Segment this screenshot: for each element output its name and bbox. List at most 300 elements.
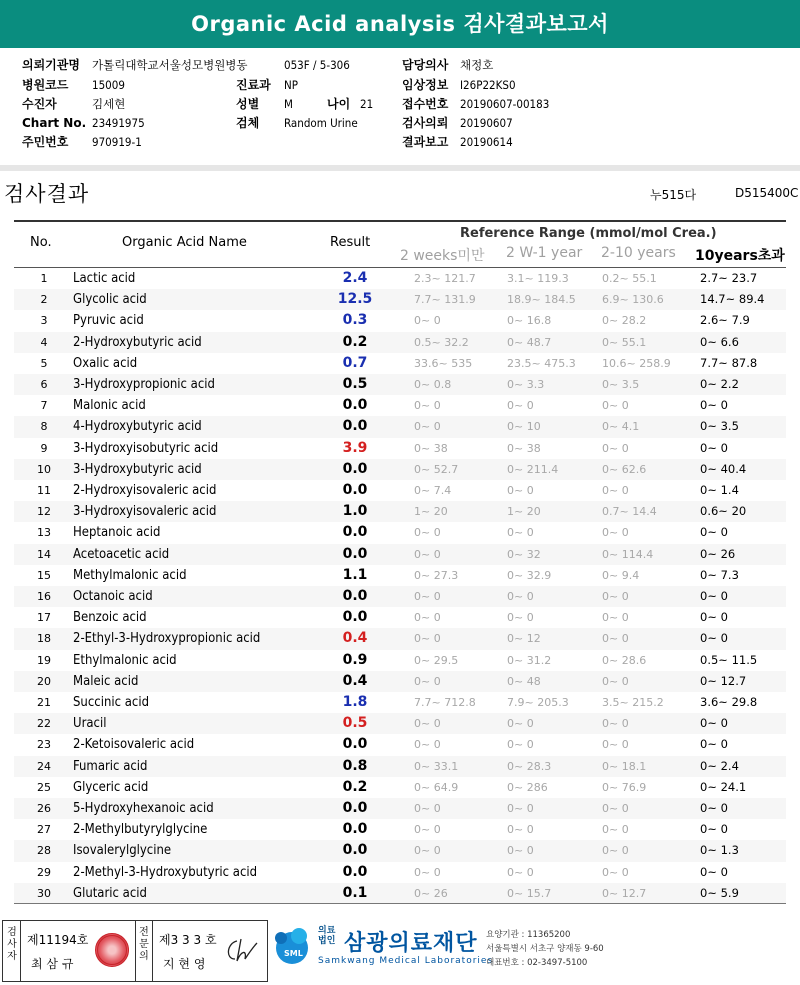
header-result: Result [330, 235, 371, 250]
info-label: 주민번호 [22, 135, 69, 149]
table-row [14, 819, 786, 840]
org-phone: 대표번호 : 02-3497-5100 [486, 958, 588, 968]
table-row [14, 353, 786, 374]
result-value: 0.0 [342, 524, 368, 541]
table-header [14, 220, 786, 268]
row-number: 21 [37, 696, 51, 709]
range-2w-1y: 0~ 28.3 [507, 759, 552, 773]
info-value: 23491975 [92, 116, 145, 130]
table-row [14, 565, 786, 586]
acid-name: Lactic acid [73, 271, 136, 286]
info-label: 결과보고 [402, 135, 449, 149]
range-over-10y: 0~ 6.6 [700, 334, 739, 349]
range-2-10y: 0~ 3.5 [602, 378, 640, 391]
info-value: 가톨릭대학교서울성모병원병동 [92, 58, 248, 72]
result-value: 1.1 [342, 566, 368, 583]
acid-name: Glyceric acid [73, 779, 149, 795]
range-2-10y: 0~ 0 [602, 717, 629, 731]
acid-name: 5-Hydroxyhexanoic acid [73, 801, 214, 816]
range-over-10y: 0~ 2.4 [700, 758, 739, 773]
range-2-10y: 0~ 18.1 [602, 759, 647, 773]
acid-name: Malonic acid [73, 398, 146, 414]
range-over-10y: 0~ 1.4 [700, 483, 739, 497]
acid-name: Fumaric acid [73, 758, 148, 774]
acid-name: Methylmalonic acid [73, 567, 187, 583]
acid-name: 2-Hydroxyisovaleric acid [73, 483, 217, 498]
acid-name: Succinic acid [73, 695, 150, 710]
info-label: 담당의사 [402, 58, 449, 72]
range-under-2-weeks: 0~ 38 [414, 441, 448, 455]
result-value: 12.5 [337, 291, 373, 308]
code-label: 누515다 [650, 188, 697, 202]
range-2w-1y: 0~ 48 [507, 674, 541, 688]
range-under-2-weeks: 0~ 7.4 [414, 484, 452, 497]
range-2w-1y: 0~ 0 [507, 802, 534, 815]
range-under-2-weeks: 0~ 0 [414, 844, 441, 858]
range-under-2-weeks: 0~ 27.3 [414, 568, 459, 582]
range-over-10y: 0~ 0 [700, 440, 728, 455]
table-row [14, 310, 786, 331]
row-number: 11 [37, 484, 51, 497]
table-row [14, 777, 786, 798]
row-number: 18 [37, 632, 51, 646]
range-2-10y: 0~ 0 [602, 823, 629, 837]
acid-name: Isovalerylglycine [73, 843, 172, 859]
range-over-10y: 0~ 0 [700, 716, 728, 731]
acid-name: 2-Methylbutyrylglycine [73, 822, 208, 838]
range-2w-1y: 3.1~ 119.3 [507, 272, 569, 285]
header-range-4: 10years초과 [695, 248, 785, 264]
table-row [14, 501, 786, 522]
specialist-no: 제3 3 3 호 [159, 933, 217, 947]
row-number: 19 [37, 653, 51, 667]
range-over-10y: 0~ 3.5 [700, 419, 739, 434]
range-2w-1y: 0~ 16.8 [507, 314, 552, 328]
table-row [14, 586, 786, 607]
range-2-10y: 0~ 76.9 [602, 780, 647, 794]
specimen-value: Random Urine [284, 116, 358, 130]
dept-label: 진료과 [236, 78, 271, 92]
table-row [14, 756, 786, 777]
org-address: 서울특별시 서초구 양재동 9-60 [486, 944, 604, 954]
table-row [14, 607, 786, 628]
row-number: 13 [37, 526, 51, 540]
info-value: 채정호 [460, 58, 494, 72]
table-row [14, 522, 786, 543]
table-row [14, 628, 786, 649]
acid-name: Uracil [73, 716, 107, 732]
acid-name: 2-Ketoisovaleric acid [73, 737, 195, 753]
row-number: 2 [40, 293, 48, 307]
sex-value: M [284, 97, 293, 111]
range-2w-1y: 23.5~ 475.3 [507, 356, 576, 370]
result-value: 0.9 [342, 651, 368, 668]
section-title: 검사결과 [4, 182, 90, 206]
range-under-2-weeks: 0.5~ 32.2 [414, 335, 469, 349]
result-value: 0.0 [342, 397, 368, 414]
range-under-2-weeks: 0~ 0 [414, 632, 441, 646]
range-2-10y: 3.5~ 215.2 [602, 696, 664, 709]
range-under-2-weeks: 0~ 0 [414, 865, 441, 879]
acid-name: 3-Hydroxypropionic acid [73, 377, 215, 392]
range-2-10y: 0~ 0 [602, 632, 629, 646]
table-row [14, 416, 786, 437]
range-2w-1y: 0~ 3.3 [507, 378, 545, 391]
range-over-10y: 0~ 7.3 [700, 567, 739, 582]
range-under-2-weeks: 0~ 0 [414, 674, 441, 688]
box-divider [152, 921, 153, 981]
org-small: 의료법인 [318, 926, 336, 946]
row-number: 8 [40, 420, 48, 434]
range-over-10y: 0~ 0 [700, 631, 728, 646]
acid-name: 3-Hydroxyisovaleric acid [73, 504, 217, 520]
range-2w-1y: 0~ 211.4 [507, 462, 559, 476]
seal-icon [95, 933, 129, 967]
range-over-10y: 0~ 40.4 [700, 461, 747, 476]
range-2w-1y: 0~ 0 [507, 844, 534, 858]
info-label: Chart No. [22, 116, 87, 130]
range-2-10y: 0~ 4.1 [602, 420, 640, 434]
table-row [14, 862, 786, 883]
table-row [14, 692, 786, 713]
range-over-10y: 0.5~ 11.5 [700, 652, 758, 667]
range-under-2-weeks: 2.3~ 121.7 [414, 272, 476, 285]
signature-box [2, 920, 268, 982]
info-value: 970919-1 [92, 135, 142, 149]
range-under-2-weeks: 0~ 0 [414, 526, 441, 540]
row-number: 30 [37, 886, 51, 900]
range-2w-1y: 1~ 20 [507, 505, 541, 519]
range-under-2-weeks: 7.7~ 712.8 [414, 696, 476, 709]
info-label: 검사의뢰 [402, 116, 449, 130]
range-over-10y: 14.7~ 89.4 [700, 292, 765, 307]
table-row [14, 671, 786, 692]
range-2-10y: 0~ 28.6 [602, 653, 647, 667]
range-2-10y: 0~ 12.7 [602, 886, 647, 900]
range-over-10y: 0~ 24.1 [700, 779, 747, 794]
info-value: 20190607-00183 [460, 97, 550, 111]
range-2-10y: 10.6~ 258.9 [602, 356, 671, 370]
range-2-10y: 0~ 0 [602, 441, 629, 455]
range-over-10y: 7.7~ 87.8 [700, 355, 758, 370]
result-value: 0.0 [342, 588, 368, 604]
range-2w-1y: 0~ 0 [507, 611, 534, 625]
result-value: 0.0 [342, 545, 368, 562]
row-number: 6 [40, 378, 48, 391]
result-value: 0.0 [342, 800, 368, 816]
range-2w-1y: 0~ 0 [507, 484, 534, 497]
range-over-10y: 0~ 0 [700, 610, 728, 625]
table-row [14, 480, 786, 501]
info-label: 접수번호 [402, 97, 449, 111]
row-number: 14 [37, 547, 51, 561]
header-name: Organic Acid Name [122, 235, 247, 250]
range-2w-1y: 0~ 0 [507, 865, 534, 879]
org-code: 요양기관 : 11365200 [486, 930, 571, 940]
range-over-10y: 0~ 0 [700, 589, 728, 603]
signature-icon [223, 935, 259, 965]
range-under-2-weeks: 0~ 0 [414, 611, 441, 625]
result-value: 0.0 [342, 418, 368, 435]
result-value: 0.4 [342, 672, 368, 689]
result-value: 1.0 [342, 503, 368, 520]
row-number: 27 [37, 823, 51, 837]
range-2w-1y: 0~ 48.7 [507, 335, 552, 349]
examiner-name: 최 삼 규 [31, 957, 74, 971]
examiner-label: 검사자 [7, 927, 17, 962]
range-under-2-weeks: 0~ 29.5 [414, 653, 459, 667]
row-number: 9 [40, 441, 48, 455]
acid-name: Acetoacetic acid [73, 546, 170, 562]
range-2-10y: 0~ 0 [602, 865, 629, 879]
sex-label: 성별 [236, 97, 260, 111]
info-label: 병원코드 [22, 78, 69, 92]
result-value: 0.0 [342, 460, 368, 477]
age-label: 나이 [327, 97, 351, 111]
range-over-10y: 3.6~ 29.8 [700, 695, 758, 709]
range-2-10y: 0~ 0 [602, 844, 629, 858]
row-number: 15 [37, 568, 51, 582]
range-under-2-weeks: 0~ 0 [414, 738, 441, 752]
acid-name: Heptanoic acid [73, 525, 161, 541]
result-value: 0.0 [342, 863, 368, 880]
range-2w-1y: 0~ 32 [507, 547, 541, 561]
range-over-10y: 0~ 0 [700, 525, 728, 540]
box-divider [20, 921, 21, 981]
range-under-2-weeks: 0~ 52.7 [414, 462, 459, 476]
range-2-10y: 0~ 62.6 [602, 462, 647, 476]
info-value: 20190607 [460, 116, 513, 130]
table-row [14, 268, 786, 289]
org-name: 삼광의료재단 [344, 931, 478, 956]
range-2w-1y: 0~ 10 [507, 420, 541, 434]
range-over-10y: 0~ 2.2 [700, 377, 739, 391]
range-2-10y: 0~ 114.4 [602, 547, 654, 561]
acid-name: Octanoic acid [73, 589, 153, 604]
range-under-2-weeks: 0~ 64.9 [414, 780, 459, 794]
range-under-2-weeks: 0~ 0.8 [414, 378, 452, 391]
acid-name: 3-Hydroxybutyric acid [73, 461, 202, 477]
range-over-10y: 0~ 0 [700, 398, 728, 413]
range-2w-1y: 0~ 31.2 [507, 653, 552, 667]
result-value: 0.0 [342, 609, 368, 626]
header-range-1: 2 weeks미만 [400, 248, 485, 264]
result-value: 0.0 [342, 736, 368, 753]
acid-name: 2-Ethyl-3-Hydroxypropionic acid [73, 631, 261, 647]
row-number: 16 [37, 590, 51, 603]
row-number: 24 [37, 759, 51, 773]
info-label: 의뢰기관명 [22, 58, 80, 72]
table-row [14, 650, 786, 671]
range-2w-1y: 0~ 0 [507, 823, 534, 837]
acid-name: Oxalic acid [73, 355, 138, 371]
result-value: 0.1 [342, 884, 368, 901]
logo-text: SML [284, 949, 303, 958]
range-2-10y: 0~ 0 [602, 399, 629, 413]
info-label: 임상정보 [402, 78, 449, 92]
info-value: I26P22KS0 [460, 78, 516, 92]
table-row [14, 289, 786, 310]
table-row [14, 734, 786, 755]
table-row [14, 438, 786, 459]
divider [0, 165, 800, 171]
header-reference: Reference Range (mmol/mol Crea.) [460, 226, 717, 241]
table-row [14, 883, 786, 904]
row-number: 7 [40, 399, 48, 413]
table-row [14, 713, 786, 734]
range-2-10y: 6.9~ 130.6 [602, 293, 664, 307]
range-2-10y: 0~ 9.4 [602, 568, 640, 582]
row-number: 3 [40, 314, 48, 328]
range-under-2-weeks: 0~ 0 [414, 314, 441, 328]
range-over-10y: 0~ 0 [700, 864, 728, 879]
range-over-10y: 0~ 26 [700, 546, 736, 561]
range-under-2-weeks: 33.6~ 535 [414, 356, 473, 370]
info-value: 15009 [92, 78, 125, 92]
row-number: 17 [37, 611, 51, 625]
range-2w-1y: 18.9~ 184.5 [507, 293, 576, 307]
range-2-10y: 0~ 0 [602, 611, 629, 625]
row-number: 4 [40, 335, 48, 349]
range-2w-1y: 0~ 0 [507, 590, 534, 603]
range-over-10y: 2.6~ 7.9 [700, 313, 750, 328]
table-bottom-line [14, 903, 786, 904]
acid-name: 2-Methyl-3-Hydroxybutyric acid [73, 864, 258, 880]
range-under-2-weeks: 0~ 0 [414, 823, 441, 837]
range-over-10y: 0~ 0 [700, 737, 728, 752]
row-number: 28 [37, 844, 51, 858]
row-number: 20 [37, 674, 51, 688]
acid-name: Maleic acid [73, 673, 139, 689]
table-row [14, 459, 786, 480]
range-under-2-weeks: 0~ 0 [414, 399, 441, 413]
info-value: 김세현 [92, 97, 126, 111]
range-2w-1y: 0~ 286 [507, 780, 548, 794]
table-row [14, 544, 786, 565]
result-value: 0.0 [342, 482, 368, 498]
result-value: 2.4 [342, 270, 368, 286]
range-2w-1y: 0~ 0 [507, 526, 534, 540]
range-2-10y: 0~ 0 [602, 674, 629, 688]
dept-value: NP [284, 78, 298, 92]
result-value: 0.2 [342, 333, 368, 350]
range-under-2-weeks: 0~ 0 [414, 717, 441, 731]
range-under-2-weeks: 1~ 20 [414, 505, 448, 519]
range-2w-1y: 0~ 0 [507, 399, 534, 413]
table-row [14, 395, 786, 416]
row-number: 25 [37, 780, 51, 794]
result-value: 0.7 [342, 354, 368, 371]
range-over-10y: 2.7~ 23.7 [700, 271, 758, 285]
range-2-10y: 0.7~ 14.4 [602, 505, 657, 519]
range-2-10y: 0~ 0 [602, 802, 629, 815]
range-2w-1y: 0~ 32.9 [507, 568, 552, 582]
acid-name: Pyruvic acid [73, 313, 144, 329]
row-number: 10 [37, 462, 51, 476]
result-value: 0.8 [342, 757, 368, 774]
patient-info [0, 52, 800, 160]
range-under-2-weeks: 0~ 0 [414, 590, 441, 603]
footer [0, 916, 800, 985]
range-2-10y: 0~ 55.1 [602, 335, 647, 349]
result-value: 3.9 [342, 439, 368, 456]
range-2-10y: 0~ 0 [602, 526, 629, 540]
result-value: 0.5 [342, 376, 368, 392]
row-number: 22 [37, 717, 51, 731]
header-range-2: 2 W-1 year [506, 245, 583, 261]
range-2w-1y: 0~ 0 [507, 717, 534, 731]
examiner-no: 제11194호 [27, 933, 89, 947]
range-2-10y: 0~ 0 [602, 590, 629, 603]
range-over-10y: 0~ 5.9 [700, 885, 739, 900]
range-2w-1y: 0~ 0 [507, 738, 534, 752]
range-over-10y: 0~ 0 [700, 822, 728, 837]
table-row [14, 840, 786, 861]
result-value: 0.4 [342, 630, 368, 647]
row-number: 23 [37, 738, 51, 752]
acid-name: 2-Hydroxybutyric acid [73, 334, 202, 350]
range-under-2-weeks: 0~ 33.1 [414, 759, 459, 773]
range-over-10y: 0~ 0 [700, 801, 728, 815]
header-no: No. [30, 235, 52, 250]
header-range-3: 2-10 years [601, 245, 676, 261]
info-value: 20190614 [460, 135, 513, 149]
range-2-10y: 0~ 0 [602, 484, 629, 497]
result-value: 0.0 [342, 842, 368, 859]
range-2w-1y: 0~ 15.7 [507, 886, 552, 900]
result-value: 1.8 [342, 694, 368, 710]
range-under-2-weeks: 0~ 0 [414, 802, 441, 815]
range-under-2-weeks: 0~ 0 [414, 420, 441, 434]
acid-name: Benzoic acid [73, 610, 147, 626]
code-label: D515400C [735, 186, 799, 200]
report-title: Organic Acid analysis 검사결과보고서 [0, 0, 800, 48]
acid-name: Glycolic acid [73, 292, 147, 308]
result-value: 0.2 [342, 778, 368, 795]
result-value: 0.3 [342, 312, 368, 329]
table-row [14, 332, 786, 353]
range-2-10y: 0~ 0 [602, 738, 629, 752]
row-number: 5 [40, 356, 48, 370]
range-under-2-weeks: 0~ 26 [414, 886, 448, 900]
org-eng: Samkwang Medical Laboratories [318, 956, 494, 966]
ward-value: 053F / 5-306 [284, 58, 350, 72]
range-under-2-weeks: 7.7~ 131.9 [414, 293, 476, 307]
row-number: 1 [40, 272, 48, 285]
table-row [14, 798, 786, 819]
range-over-10y: 0~ 12.7 [700, 673, 747, 688]
specialist-label: 전문의 [139, 927, 149, 962]
row-number: 12 [37, 505, 51, 519]
acid-name: 4-Hydroxybutyric acid [73, 419, 202, 435]
range-under-2-weeks: 0~ 0 [414, 547, 441, 561]
acid-name: 3-Hydroxyisobutyric acid [73, 440, 219, 456]
row-number: 29 [37, 865, 51, 879]
table-row [14, 374, 786, 395]
acid-name: Glutaric acid [73, 885, 147, 901]
specialist-name: 지 현 영 [163, 957, 206, 971]
range-2w-1y: 0~ 38 [507, 441, 541, 455]
result-value: 0.0 [342, 821, 368, 838]
box-divider [135, 921, 136, 981]
sml-logo-icon [272, 926, 312, 966]
range-over-10y: 0~ 1.3 [700, 843, 739, 858]
range-2-10y: 0~ 28.2 [602, 314, 647, 328]
range-2w-1y: 7.9~ 205.3 [507, 696, 569, 709]
age-value: 21 [360, 97, 374, 111]
range-2-10y: 0.2~ 55.1 [602, 272, 657, 285]
row-number: 26 [37, 802, 51, 815]
